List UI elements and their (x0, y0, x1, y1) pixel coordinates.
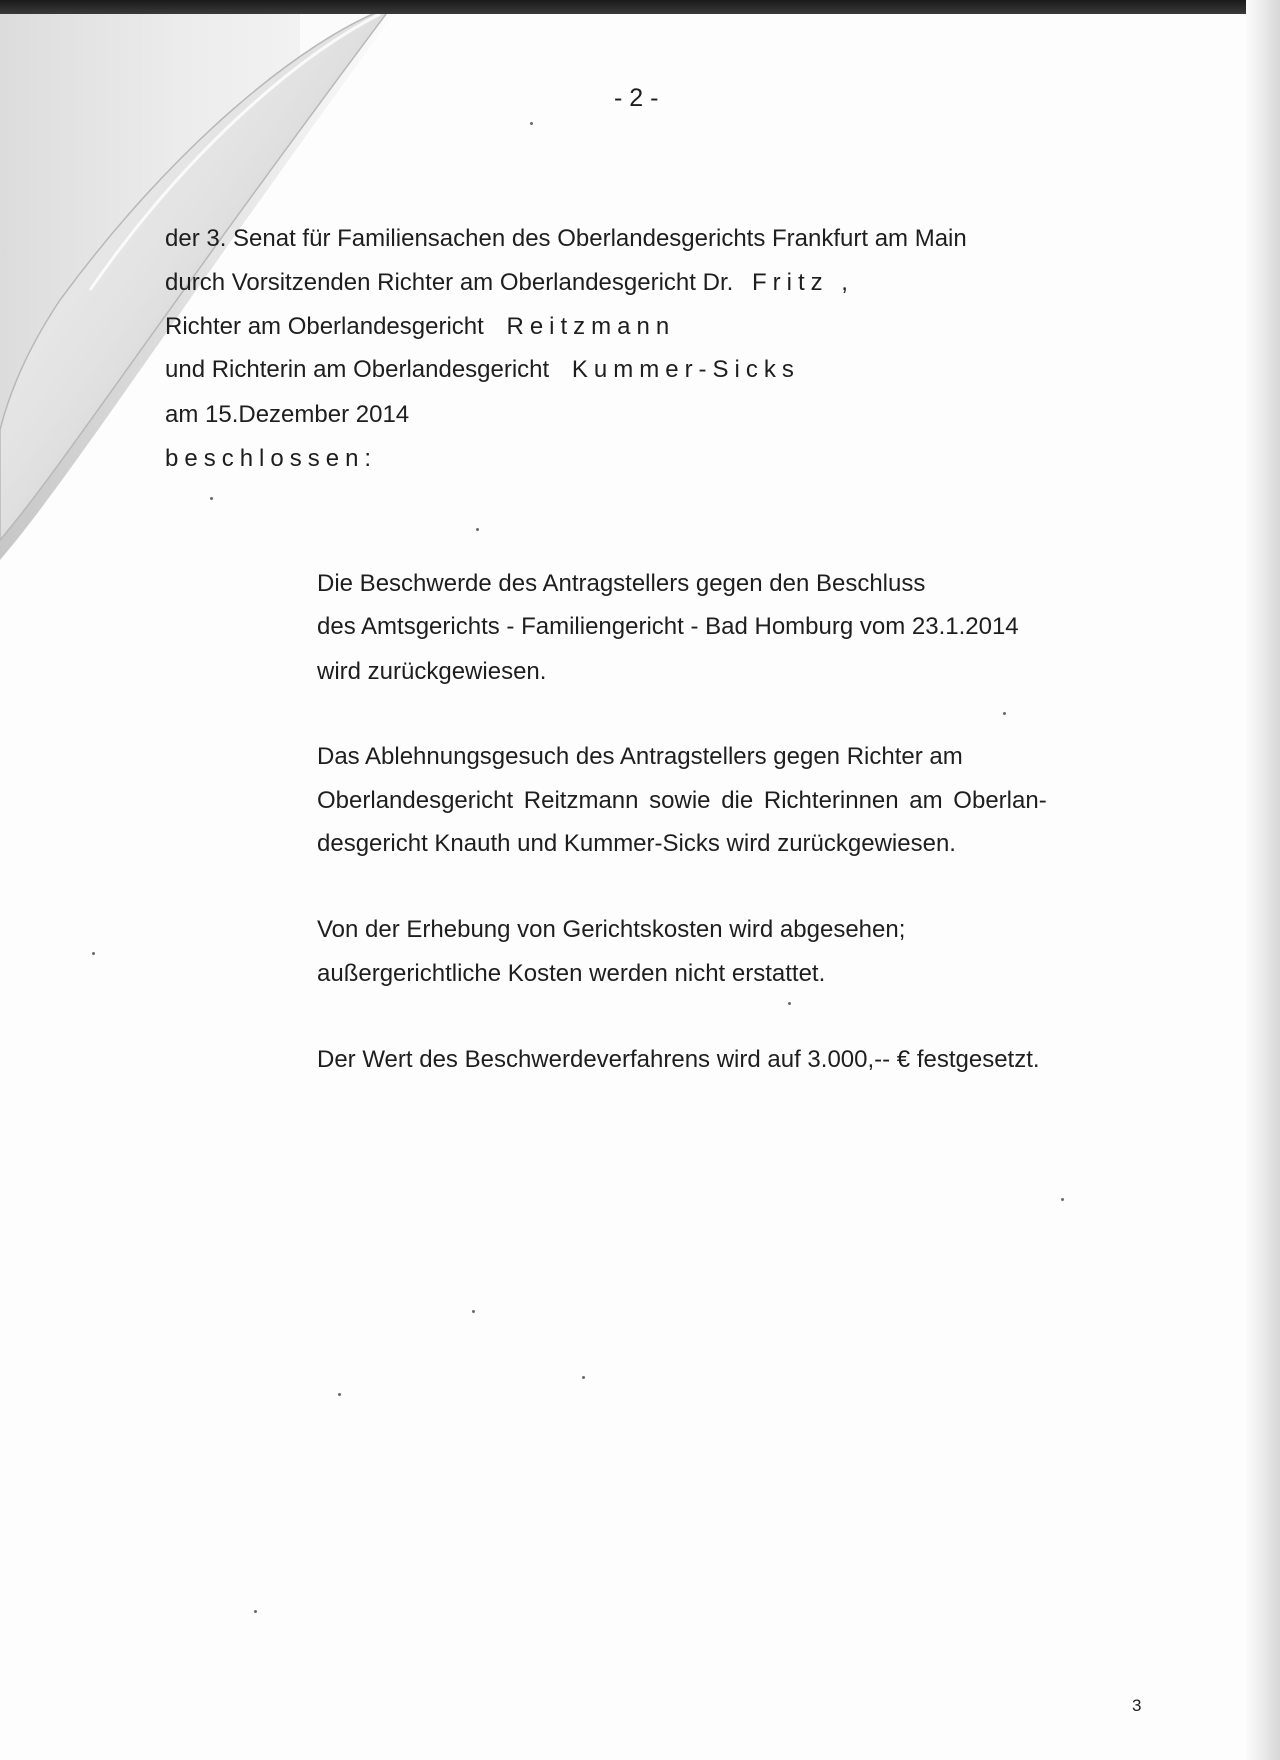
scan-speck (1003, 712, 1006, 715)
presiding-judge-line (165, 269, 854, 297)
scan-speck (338, 1393, 341, 1396)
ruling-1-line-3: wird zurückgewiesen. (317, 658, 547, 685)
female-judge-name: Kummer-Sicks (571, 356, 800, 383)
ruling-3-line-2: außergerichtliche Kosten werden nicht erstattet. (317, 960, 826, 987)
judge-line (165, 313, 675, 341)
scan-speck (788, 1002, 791, 1005)
senate-line: der 3. Senat für Familiensachen des Oberlandesgerichts Frankfurt am Main (165, 225, 967, 252)
judge-name: Reitzmann (506, 313, 676, 340)
judge-title: Richter am Oberlandesgericht (165, 313, 484, 340)
scan-speck (254, 1610, 257, 1613)
presiding-judge-title: durch Vorsitzenden Richter am Oberlandesgericht Dr. (165, 269, 734, 296)
scan-speck (210, 497, 213, 500)
ruling-1-line-2: des Amtsgerichts - Familiengericht - Bad Homburg vom 23.1.2014 (317, 613, 1019, 640)
ruling-3-line-1: Von der Erhebung von Gerichtskosten wird abgesehen; (317, 916, 906, 943)
ruling-2-line-2: Oberlandesgericht Reitzmann sowie die Richterinnen am Oberlan- (317, 787, 1047, 814)
female-judge-title: und Richterin am Oberlandesgericht (165, 356, 550, 383)
scan-speck (530, 122, 533, 125)
page-number: - 2 - (614, 84, 659, 112)
ruling-4-line-1: Der Wert des Beschwerdeverfahrens wird auf 3.000,-- € festgesetzt. (317, 1046, 1040, 1073)
scan-speck (92, 952, 95, 955)
decision-date: am 15.Dezember 2014 (165, 401, 410, 428)
scan-speck (582, 1376, 585, 1379)
scan-speck (476, 528, 479, 531)
female-judge-line (165, 356, 800, 384)
ruling-1-line-1: Die Beschwerde des Antragstellers gegen den Beschluss (317, 570, 926, 597)
scanner-edge (0, 0, 1280, 14)
scan-speck (472, 1310, 475, 1313)
ruling-2-line-3: desgericht Knauth und Kummer-Sicks wird zurückgewiesen. (317, 830, 956, 857)
presiding-judge-name: Fritz , (751, 269, 854, 296)
ruling-2-line-1: Das Ablehnungsgesuch des Antragstellers gegen Richter am (317, 743, 963, 770)
paper-stack-edge (1246, 0, 1280, 1760)
footer-number: 3 (1132, 1696, 1142, 1715)
scan-speck (1061, 1198, 1064, 1201)
decision-heading: beschlossen: (165, 445, 378, 472)
